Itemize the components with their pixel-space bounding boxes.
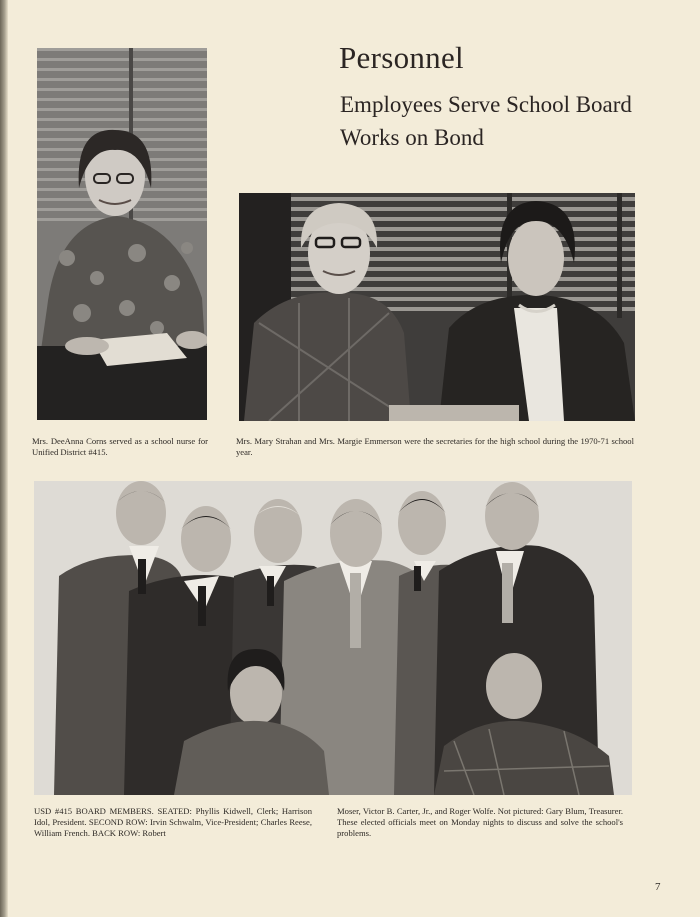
page-subtitle: Employees Serve School Board Works on Bond xyxy=(340,92,632,150)
page-number: 7 xyxy=(655,881,661,893)
page-title: Personnel xyxy=(339,40,464,75)
nurse-photo xyxy=(37,48,207,420)
board-photo-caption-left: USD #415 BOARD MEMBERS. SEATED: Phyllis Kidwell, Clerk; Harrison Idol, President. SECOND ROW: Irvin Schwalm, Vice-President; Charles Reese, William French. BACK ROW: Robert xyxy=(34,806,312,838)
board-photo-caption-right: Moser, Victor B. Carter, Jr., and Roger Wolfe. Not pictured: Gary Blum, Treasurer. These elected officials meet on Monday nights to discuss and solve the school's problems. xyxy=(337,806,623,838)
page-binding-edge xyxy=(0,0,8,917)
board-members-photo xyxy=(34,481,632,795)
secretaries-photo-caption: Mrs. Mary Strahan and Mrs. Margie Emmerson were the secretaries for the high school during the 1970-71 school year. xyxy=(236,436,634,457)
nurse-photo-caption: Mrs. DeeAnna Corns served as a school nurse for Unified District #415. xyxy=(32,436,208,457)
secretaries-photo xyxy=(239,193,635,421)
